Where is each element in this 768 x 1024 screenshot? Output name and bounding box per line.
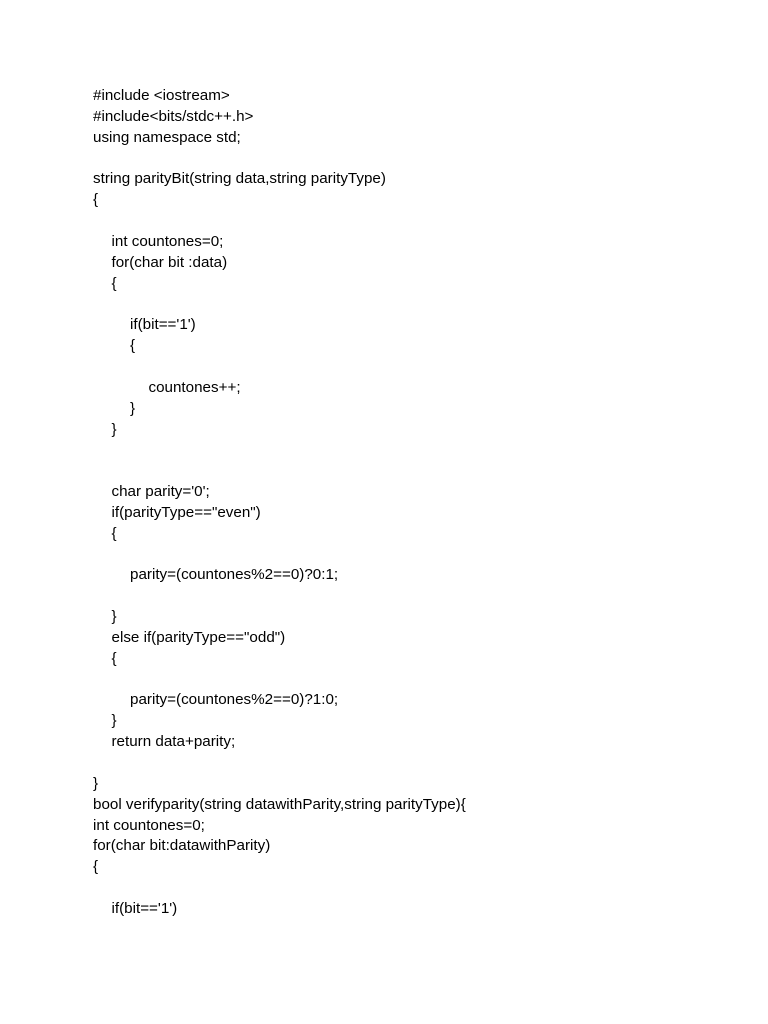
code-line: } (130, 399, 136, 417)
code-line (93, 149, 733, 170)
code-line: parity=(countones%2==0)?1:0; (130, 691, 339, 709)
code-line: { (130, 337, 136, 355)
code-line: if(bit=='1') (111, 899, 178, 917)
code-line: using namespace std; (93, 128, 241, 146)
code-line: int countones=0; (93, 816, 205, 834)
code-line (93, 357, 733, 378)
code-line: for(char bit :data) (111, 253, 228, 271)
code-line: } (111, 420, 117, 438)
code-line: if(parityType=="even") (111, 503, 261, 521)
code-line (93, 753, 733, 774)
code-line: countones++; (148, 378, 241, 396)
code-line (93, 878, 733, 899)
code-line: if(bit=='1') (130, 316, 196, 334)
code-line (93, 586, 733, 607)
code-line: } (111, 712, 117, 730)
code-listing (93, 86, 733, 920)
code-line (93, 545, 733, 566)
code-line: for(char bit:datawithParity) (93, 837, 271, 855)
code-line: else if(parityType=="odd") (111, 628, 286, 646)
code-line (93, 670, 733, 691)
code-line: return data+parity; (111, 733, 236, 751)
code-line (93, 294, 733, 315)
code-line: { (111, 274, 117, 292)
code-line: int countones=0; (111, 232, 224, 250)
code-line: #include<bits/stdc++.h> (93, 107, 254, 125)
code-line: #include <iostream> (93, 87, 230, 104)
code-line: parity=(countones%2==0)?0:1; (130, 566, 339, 584)
code-line: char parity='0'; (111, 483, 210, 501)
code-line: bool verifyparity(string datawithParity,string parityType){ (93, 795, 466, 813)
code-line (93, 440, 733, 461)
code-line (93, 211, 733, 232)
code-line: { (93, 191, 99, 209)
code-line: } (111, 608, 117, 626)
code-line: } (93, 774, 99, 792)
code-line: string parityBit(string data,string parityType) (93, 170, 386, 188)
code-line (93, 461, 733, 482)
code-line: { (93, 858, 99, 876)
code-line: { (111, 649, 117, 667)
code-line: { (111, 524, 117, 542)
